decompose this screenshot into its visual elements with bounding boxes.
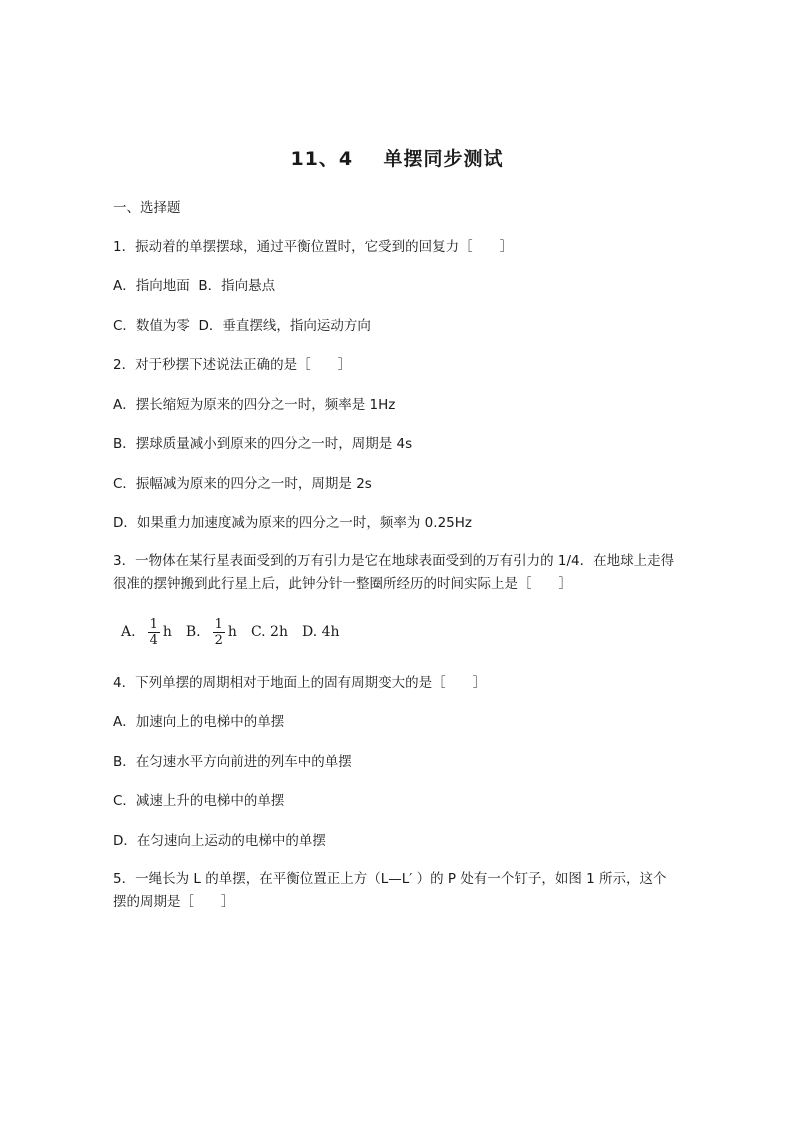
question-3-option-b-fraction — [213, 617, 225, 648]
question-4-option-c: C．减速上升的电梯中的单摆 — [113, 793, 285, 809]
fraction-numerator: 1 — [214, 616, 223, 632]
question-2-option-a: A．摆长缩短为原来的四分之一时，频率是 1Hz — [113, 397, 396, 413]
question-5-stem: 5．一绳长为 L 的单摆，在平衡位置正上方（L—L′ ）的 P 处有一个钉子，如图 1 所示，这个摆的周期是［ ］ — [113, 871, 667, 910]
question-1-stem: 1．振动着的单摆摆球，通过平衡位置时，它受到的回复力［ ］ — [113, 239, 514, 255]
question-3-stem: 3．一物体在某行星表面受到的万有引力是它在地球表面受到的万有引力的 1/4．在地球上走得很准的摆钟搬到此行星上后，此钟分针一整圈所经历的时间实际上是［ ］ — [113, 553, 675, 592]
question-3-option-b-label: B. — [185, 624, 201, 640]
question-3-option-a-unit: h — [162, 624, 172, 640]
question-2-option-d: D．如果重力加速度减为原来的四分之一时，频率为 0.25Hz — [113, 515, 472, 531]
question-1-options-cd: C．数值为零 D．垂直摆线，指向运动方向 — [113, 318, 371, 334]
question-4-option-a: A．加速向上的电梯中的单摆 — [113, 714, 285, 730]
fraction-numerator: 1 — [149, 616, 158, 632]
question-2-option-c: C．振幅减为原来的四分之一时，周期是 2s — [113, 476, 372, 492]
question-2-option-b: B．摆球质量减小到原来的四分之一时，周期是 4s — [113, 436, 413, 452]
page-title: 11、4 单摆同步测试 — [290, 148, 504, 170]
question-3-option-a-label: A. — [121, 624, 136, 640]
question-1-options-ab: A．指向地面 B．指向悬点 — [113, 278, 276, 294]
fraction-denominator: 2 — [214, 632, 223, 648]
question-3-option-d: D. 4h — [301, 624, 340, 640]
question-3-options — [121, 612, 340, 652]
question-3-option-b-unit: h — [227, 624, 237, 640]
question-3-option-a-fraction — [148, 617, 160, 648]
question-2-stem: 2．对于秒摆下述说法正确的是［ ］ — [113, 357, 352, 373]
fraction-denominator: 4 — [149, 632, 158, 648]
question-4-option-b: B．在匀速水平方向前进的列车中的单摆 — [113, 754, 352, 770]
question-4-stem: 4．下列单摆的周期相对于地面上的固有周期变大的是［ ］ — [113, 675, 487, 691]
section-heading: 一、选择题 — [113, 200, 181, 216]
question-4-option-d: D．在匀速向上运动的电梯中的单摆 — [113, 833, 326, 849]
question-3-option-c: C. 2h — [250, 624, 288, 640]
